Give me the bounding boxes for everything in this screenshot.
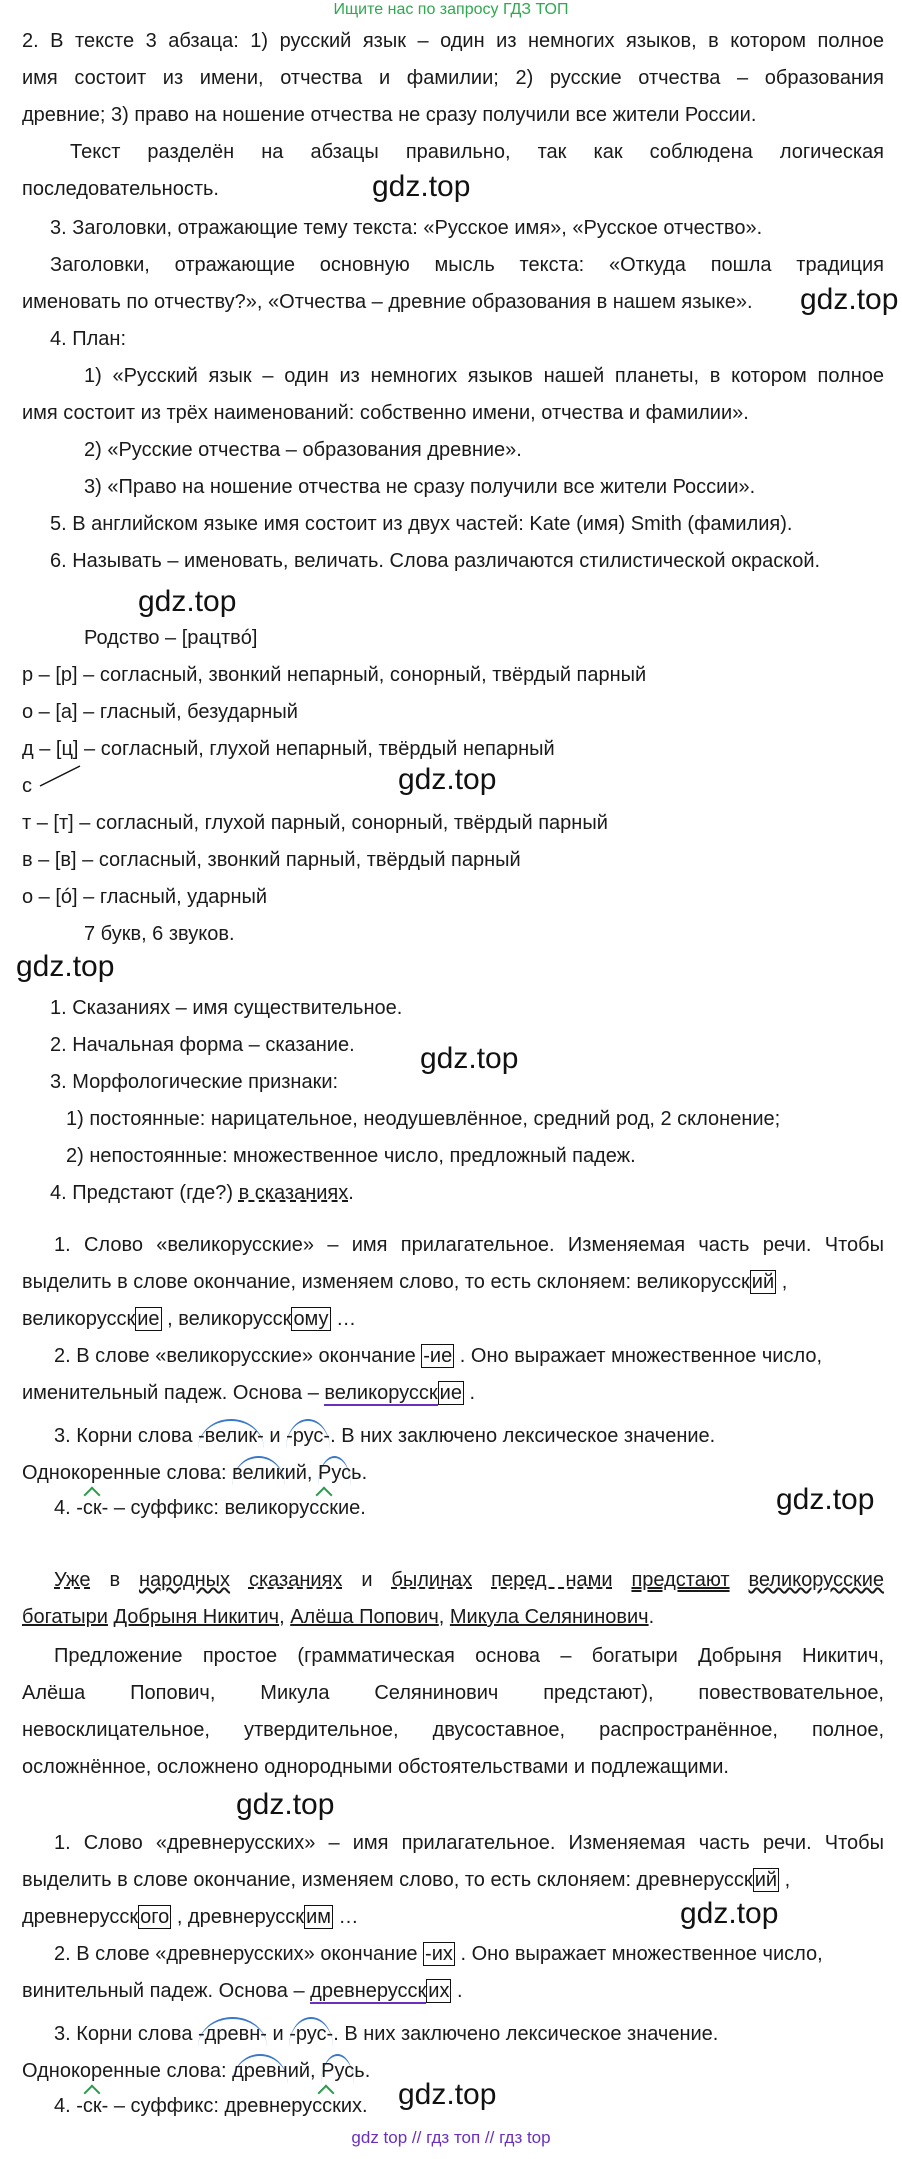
text-span: Однокоренные слова: xyxy=(22,2060,233,2082)
subject: Микула Селянинович xyxy=(449,1606,649,1628)
word-stem: великорусск xyxy=(324,1382,438,1404)
text-span: и xyxy=(266,2023,290,2045)
adverbial: сказаниях xyxy=(248,1569,343,1591)
text-line: 2) непостоянные: множественное число, предложный падеж. xyxy=(66,1145,636,1167)
text-span: великорусск xyxy=(22,1308,136,1330)
top-banner: Ищите нас по запросу ГДЗ ТОП xyxy=(333,1,569,18)
text-line: последовательность. xyxy=(22,178,219,200)
text-line xyxy=(54,1419,902,1449)
text-line: Предложение простое (грамматическая основа – богатыри Добрыня Никитич, xyxy=(54,1645,884,1667)
ending-box: ие xyxy=(137,1308,160,1330)
text-span: . Оно выражает множественное число, xyxy=(459,1345,823,1367)
watermark: gdz.top xyxy=(800,283,899,316)
text-line: невосклицательное, утвердительное, двусоставное, распространённое, полное, xyxy=(22,1719,884,1741)
text-line xyxy=(22,1978,884,2004)
underlined-phrase: в сказаниях xyxy=(238,1182,349,1204)
text-line: 2. В тексте 3 абзаца: 1) русский язык – один из немногих языков, в котором полное xyxy=(22,30,884,52)
text-span: 2. В слове «великорусские» окончание xyxy=(54,1345,422,1367)
text-span: , великорусск xyxy=(167,1308,292,1330)
watermark: gdz.top xyxy=(372,170,471,203)
text-span: . В них заключено лексическое значение. xyxy=(333,2023,719,2045)
ending-box: ий xyxy=(754,1869,778,1891)
text-span: Однокоренные слова: xyxy=(22,1462,233,1484)
root-arc: Рус xyxy=(318,1456,351,1486)
text-line: о – [а] – гласный, безударный xyxy=(22,701,298,723)
text-span: ь. xyxy=(354,2060,371,2082)
text-span: - – суффикс: древнеру xyxy=(101,2095,313,2117)
text-line: 1) постоянные: нарицательное, неодушевлённое, средний род, 2 склонение; xyxy=(66,1108,781,1130)
text-span: 2. В слове «древнерусских» окончание xyxy=(54,1943,424,1965)
adverbial: былинах xyxy=(391,1569,473,1591)
text-line: Текст разделён на абзацы правильно, так как соблюдена логическая xyxy=(70,141,884,163)
text-span: ий, xyxy=(287,2060,322,2082)
text-span: … xyxy=(336,1308,357,1330)
text-line: 1. Слово «великорусские» – имя прилагательное. Изменяемая часть речи. Чтобы xyxy=(54,1234,884,1256)
text-span: ь. xyxy=(351,1462,368,1484)
watermark: gdz.top xyxy=(398,2078,497,2111)
text-line: р – [р] – согласный, звонкий непарный, сонорный, твёрдый парный xyxy=(22,664,647,686)
root-arc: -рус- xyxy=(289,2017,333,2047)
text-line: 6. Называть – именовать, величать. Слова различаются стилистической окраской. xyxy=(50,550,821,572)
text-line: осложнённое, осложнено однородными обстоятельствами и подлежащими. xyxy=(22,1756,729,1778)
sentence-line: богатыри Добрыня Никитич, Алёша Попович, Микула Селянинович. xyxy=(22,1606,655,1628)
text-span: выделить в слове окончание, изменяем слово, то есть склоняем: древнерусск xyxy=(22,1869,753,1891)
attribute: великорусские xyxy=(748,1569,884,1591)
text-span: . xyxy=(348,1182,354,1204)
text-line: имя состоит из трёх наименований: собственно имени, отчества и фамилии». xyxy=(22,402,749,424)
watermark: gdz.top xyxy=(236,1788,335,1821)
text-span: 3. Корни слова xyxy=(54,1425,199,1447)
slash-mark-icon xyxy=(36,764,86,788)
suffix-mark: сск xyxy=(312,2095,341,2117)
text-line: д – [ц] – согласный, глухой непарный, твёрдый непарный xyxy=(22,738,555,760)
text-line: 7 букв, 6 звуков. xyxy=(84,923,235,945)
subject: Алёша Попович xyxy=(290,1606,439,1628)
ending-box: ого xyxy=(140,1906,170,1928)
subject: Добрыня Никитич xyxy=(113,1606,280,1628)
sentence-line xyxy=(54,1567,884,1593)
text-line: древние; 3) право на ношение отчества не сразу получили все жители России. xyxy=(22,104,757,126)
root-arc: -древн- xyxy=(198,2017,267,2047)
ending-box: их xyxy=(428,1980,450,2002)
ending-box: ому xyxy=(293,1308,329,1330)
watermark: gdz.top xyxy=(420,1042,519,1075)
text-span: ий, xyxy=(284,1462,319,1484)
text-line xyxy=(22,1867,884,1893)
text-span: древнерусск xyxy=(22,1906,139,1928)
watermark: gdz.top xyxy=(398,763,497,796)
watermark: gdz.top xyxy=(776,1483,875,1516)
preposition: в xyxy=(109,1569,121,1591)
word-stem: древнерусск xyxy=(310,1980,427,2002)
watermark: gdz.top xyxy=(680,1897,779,1930)
bottom-banner: gdz top // гдз топ // гдз top xyxy=(351,2128,551,2147)
text-line xyxy=(54,1495,902,1521)
text-span: . Оно выражает множественное число, xyxy=(460,1943,823,1965)
root-arc: -рус- xyxy=(286,1419,330,1449)
text-line xyxy=(22,1380,884,1406)
text-line: 2. Начальная форма – сказание. xyxy=(50,1034,355,1056)
text-line: 4. План: xyxy=(50,328,127,350)
text-line xyxy=(54,1343,902,1369)
root-arc: велик xyxy=(232,1456,284,1486)
text-line: 1) «Русский язык – один из немногих языков нашей планеты, в котором полное xyxy=(84,365,884,387)
text-span: , xyxy=(784,1869,791,1891)
text-span: их. xyxy=(340,2095,368,2117)
watermark: gdz.top xyxy=(138,585,237,618)
text-span: 4. Предстают (где?) xyxy=(50,1182,239,1204)
text-span: . xyxy=(457,1980,463,2002)
ending-box: -их xyxy=(425,1943,453,1965)
text-line xyxy=(22,1306,884,1332)
attribute: народных xyxy=(138,1569,231,1591)
text-span: … xyxy=(338,1906,359,1928)
root-arc: древн xyxy=(232,2054,288,2084)
text-line: Заголовки, отражающие основную мысль текста: «Откуда пошла традиция xyxy=(50,254,884,276)
text-line xyxy=(50,1180,902,1206)
text-span: винительный падеж. Основа – xyxy=(22,1980,311,2002)
text-line xyxy=(54,2017,902,2047)
text-span: 4. - xyxy=(54,2095,83,2117)
text-span: 3. Корни слова xyxy=(54,2023,199,2045)
watermark: gdz.top xyxy=(16,950,115,983)
text-line: 5. В английском языке имя состоит из двух частей: Kate (имя) Smith (фамилия). xyxy=(50,513,793,535)
root-arc: Рус xyxy=(321,2054,354,2084)
text-line: имя состоит из имени, отчества и фамилии; 2) русские отчества – образования xyxy=(22,67,884,89)
text-span: ие. xyxy=(337,1497,366,1519)
text-line xyxy=(54,1941,902,1967)
text-line: т – [т] – согласный, глухой парный, сонорный, твёрдый парный xyxy=(22,812,608,834)
text-line: о – [ó] – гласный, ударный xyxy=(22,886,268,908)
text-span: и xyxy=(263,1425,287,1447)
text-line: именовать по отчеству?», «Отчества – древние образования в нашем языке». xyxy=(22,291,753,313)
text-span: , xyxy=(781,1271,788,1293)
text-span: , древнерусск xyxy=(176,1906,305,1928)
text-line: 3. Заголовки, отражающие тему текста: «Русское имя», «Русское отчество». xyxy=(50,217,763,239)
text-line: Родство – [рацтвó] xyxy=(84,627,258,649)
object: перед нами xyxy=(491,1569,613,1591)
suffix-mark: сск xyxy=(309,1497,338,1519)
ending-box: ие xyxy=(439,1382,462,1404)
predicate: предстают xyxy=(631,1569,730,1591)
text-line: 3. Морфологические признаки: xyxy=(50,1071,339,1093)
suffix-mark: ск xyxy=(82,2095,102,2117)
text-line xyxy=(22,1269,884,1295)
adverbial: Уже xyxy=(54,1569,91,1591)
text-span: 4. - xyxy=(54,1497,83,1519)
text-line: с xyxy=(22,775,32,797)
ending-box: им xyxy=(306,1906,331,1928)
text-span: выделить в слове окончание, изменяем слово, то есть склоняем: великорусск xyxy=(22,1271,750,1293)
text-span: - – суффикс: великору xyxy=(101,1497,310,1519)
ending-box: -ие xyxy=(423,1345,453,1367)
root-arc: -велик- xyxy=(198,1419,264,1449)
text-line: в – [в] – согласный, звонкий парный, твёрдый парный xyxy=(22,849,521,871)
text-line: 2) «Русские отчества – образования древние». xyxy=(84,439,522,461)
subject: богатыри xyxy=(22,1606,108,1628)
text-line: 3) «Право на ношение отчества не сразу получили все жители России». xyxy=(84,476,756,498)
conjunction: и xyxy=(361,1569,373,1591)
text-line: 1. Сказаниях – имя существительное. xyxy=(50,997,403,1019)
text-line: 1. Слово «древнерусских» – имя прилагательное. Изменяемая часть речи. Чтобы xyxy=(54,1832,884,1854)
text-line: Алёша Попович, Микула Селянинович предстают), повествовательное, xyxy=(22,1682,884,1704)
text-span: . В них заключено лексическое значение. xyxy=(330,1425,716,1447)
text-span: . xyxy=(469,1382,476,1404)
ending-box: ий xyxy=(751,1271,775,1293)
text-line xyxy=(22,1456,884,1486)
suffix-mark: ск xyxy=(82,1497,102,1519)
text-span: именительный падеж. Основа – xyxy=(22,1382,325,1404)
